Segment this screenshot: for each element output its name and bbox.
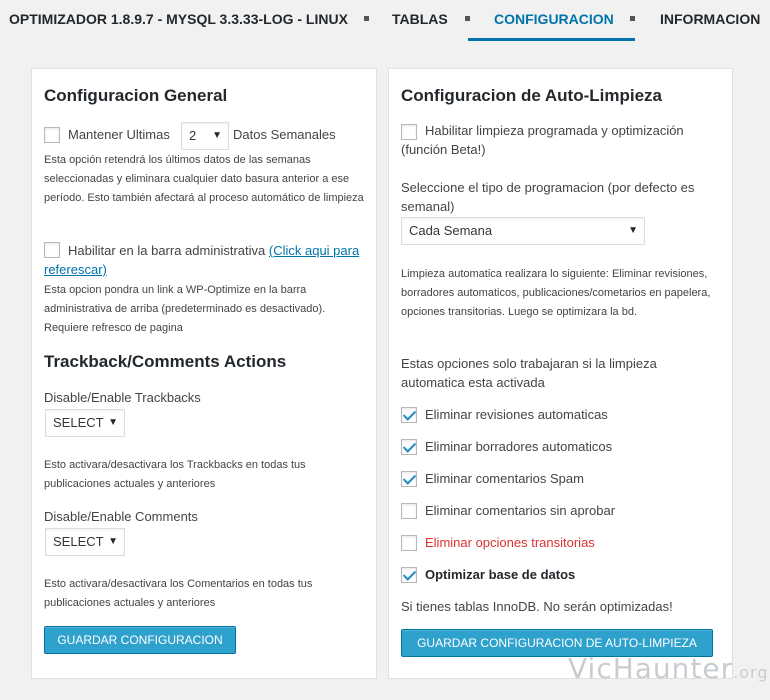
- active-tab-indicator: [468, 38, 635, 41]
- keep-weeks-checkbox[interactable]: [44, 127, 60, 143]
- schedule-select[interactable]: [401, 217, 645, 245]
- nav-separator: [364, 16, 369, 21]
- site-watermark-logo: VicHaunter.org: [568, 652, 769, 685]
- option-checkbox-transients[interactable]: [401, 535, 417, 551]
- general-settings-panel: [31, 68, 377, 679]
- option-label-optimize: Optimizar base de datos: [425, 567, 576, 582]
- nav-separator: [630, 16, 635, 21]
- chevron-down-icon: ▼: [628, 225, 638, 236]
- comments-help: Esto activara/desactivara los Comentarios en todas tus publicaciones actuales y anteriores: [44, 578, 313, 609]
- nav-separator: [465, 16, 470, 21]
- refresh-link[interactable]: (Click aqui para referescar): [44, 243, 360, 277]
- option-label-transients: Eliminar opciones transitorias: [425, 535, 595, 550]
- save-auto-button[interactable]: GUARDAR CONFIGURACION DE AUTO-LIMPIEZA: [401, 629, 713, 657]
- option-label-drafts: Eliminar borradores automaticos: [425, 439, 613, 454]
- schedule-select-value: Cada Semana: [409, 223, 493, 238]
- innodb-note: Si tienes tablas InnoDB. No serán optimizadas!: [401, 599, 673, 614]
- option-label-unapproved: Eliminar comentarios sin aprobar: [425, 503, 616, 518]
- trackback-heading: Trackback/Comments Actions: [44, 352, 287, 371]
- keep-weeks-help: Esta opción retendrá los últimos datos de las semanas seleccionadas y eliminara cualquier dato basura anterior a ese período. Esto también afectará al proceso automático de limpieza: [44, 154, 364, 204]
- trackbacks-select[interactable]: [45, 409, 125, 437]
- comments-select-value: SELECT: [53, 534, 104, 549]
- option-label-revisions: Eliminar revisiones automaticas: [425, 407, 608, 422]
- comments-select[interactable]: [45, 528, 125, 556]
- tab-informacion[interactable]: INFORMACION: [660, 11, 761, 27]
- option-checkbox-drafts[interactable]: [401, 439, 417, 455]
- keep-weeks-suffix: Datos Semanales: [233, 127, 336, 142]
- keep-weeks-value: 2: [189, 128, 197, 143]
- trackbacks-select-value: SELECT: [53, 415, 104, 430]
- plugin-title: OPTIMIZADOR 1.8.9.7 - MYSQL 3.3.33-LOG - LINUX: [9, 11, 348, 27]
- adminbar-help: Esta opcion pondra un link a WP-Optimize en la barra administrativa de arriba (predeterminado es desactivado). Requiere refresco de pagina: [44, 284, 326, 334]
- general-heading: Configuracion General: [44, 86, 228, 105]
- cleanup-info: Limpieza automatica realizara lo siguiente: Eliminar revisiones, borradores automaticos, publicaciones/cometarios en papelera, opciones transitorias. Luego se optimizara la bd.: [401, 268, 711, 318]
- option-checkbox-optimize[interactable]: [401, 567, 417, 583]
- enable-scheduled-label: Habilitar limpieza programada y optimización (función Beta!): [401, 123, 684, 157]
- auto-cleanup-panel: [388, 68, 733, 679]
- cleanup-note: Estas opciones solo trabajaran si la limpieza automatica esta activada: [401, 356, 657, 390]
- option-label-spam: Eliminar comentarios Spam: [425, 471, 584, 486]
- keep-weeks-select[interactable]: [181, 122, 229, 150]
- trackbacks-help: Esto activara/desactivara los Trackbacks en todas tus publicaciones actuales y anteriores: [44, 459, 306, 490]
- option-checkbox-unapproved[interactable]: [401, 503, 417, 519]
- adminbar-label: Habilitar en la barra administrativa: [68, 243, 266, 258]
- chevron-down-icon: ▼: [212, 130, 222, 141]
- chevron-down-icon: ▼: [108, 536, 118, 547]
- option-checkbox-revisions[interactable]: [401, 407, 417, 423]
- chevron-down-icon: ▼: [108, 417, 118, 428]
- tab-tablas[interactable]: TABLAS: [392, 11, 448, 27]
- keep-weeks-prefix: Mantener Ultimas: [68, 127, 170, 142]
- option-checkbox-spam[interactable]: [401, 471, 417, 487]
- top-navigation: [0, 0, 770, 42]
- comments-label: Disable/Enable Comments: [44, 509, 198, 524]
- schedule-label: Seleccione el tipo de programacion (por defecto es semanal): [401, 180, 695, 214]
- auto-heading: Configuracion de Auto-Limpieza: [401, 86, 662, 105]
- trackbacks-label: Disable/Enable Trackbacks: [44, 390, 201, 405]
- save-general-button[interactable]: GUARDAR CONFIGURACION: [44, 626, 236, 654]
- adminbar-label-block: [44, 241, 369, 279]
- tab-configuracion[interactable]: CONFIGURACION: [494, 11, 614, 27]
